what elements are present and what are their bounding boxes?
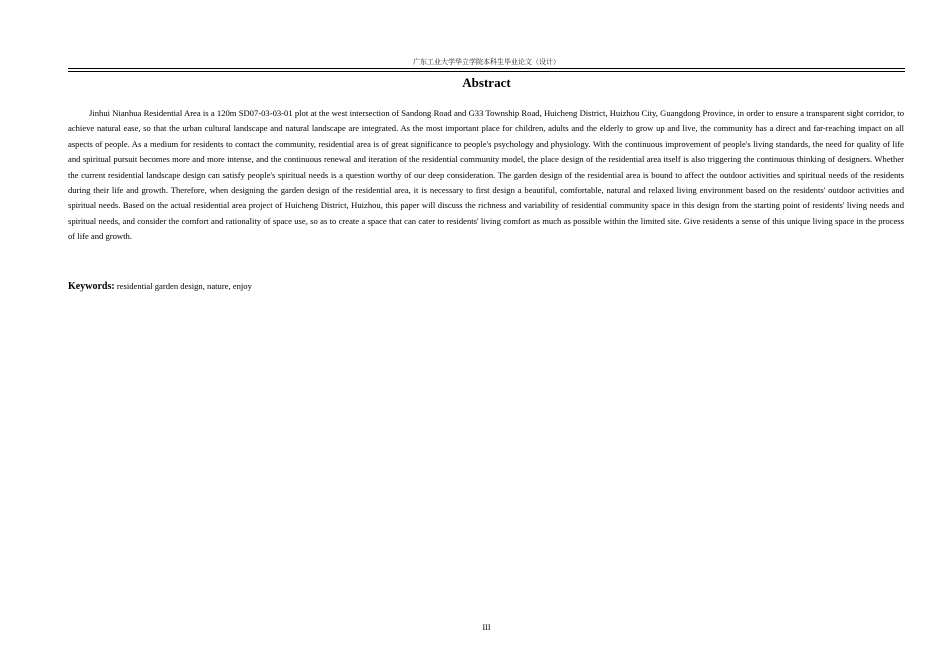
abstract-body: Jinhui Nianhua Residential Area is a 120m SD07-03-03-01 plot at the west intersection of Sandong Road and G33 Township Road, Huicheng District, Huizhou City, Guangdong Province, in order to ensure a transparent sight corridor, to achieve natural ease, so that the urban cultural landscape and natural landscape are integrated. As the most important place for children, adults and the elderly to grow up and live, the community has a direct and far-reaching impact on all aspects of people. As a medium for residents to contact the community, residential area is of great significance to people's psychology and physiology. With the continuous improvement of people's living standards, the need for quality of life and spiritual pursuit becomes more and more intense, and the continuous renewal and iteration of the residential community model, the place design of the residential area itself is also triggering the continuous thinking of designers. Whether the current residential landscape design can satisfy people's spiritual needs is a question worthy of our deep consideration. The garden design of the residential area is bound to affect the outdoor activities and spiritual needs of the residents during their life and growth. Therefore, when designing the garden design of the residential area, it is necessary to first design a beautiful, comfortable, natural and relaxed living environment based on the residents' outdoor activities and spiritual needs. Based on the actual residential area project of Huicheng District, Huizhou, this paper will discuss the richness and variability of residential community space in this design from the starting point of residents' living needs and spiritual needs, and consider the comfort and rationality of space use, so as to create a space that can cater to residents' living comfort as much as possible within the limited site. Give residents a sense of this unique living space in the process of life and growth. [68, 108, 904, 242]
keywords-text: residential garden design, nature, enjoy [114, 281, 252, 291]
running-header: 广东工业大学华立学院本科生毕业论文（设计） [413, 58, 560, 66]
keywords-label: Keywords: [68, 281, 115, 292]
page-number: III [482, 623, 491, 632]
keywords-line [68, 279, 904, 294]
header-rule-thick [68, 68, 905, 69]
header-rule-thin [68, 71, 905, 72]
abstract-title: Abstract [462, 75, 511, 90]
